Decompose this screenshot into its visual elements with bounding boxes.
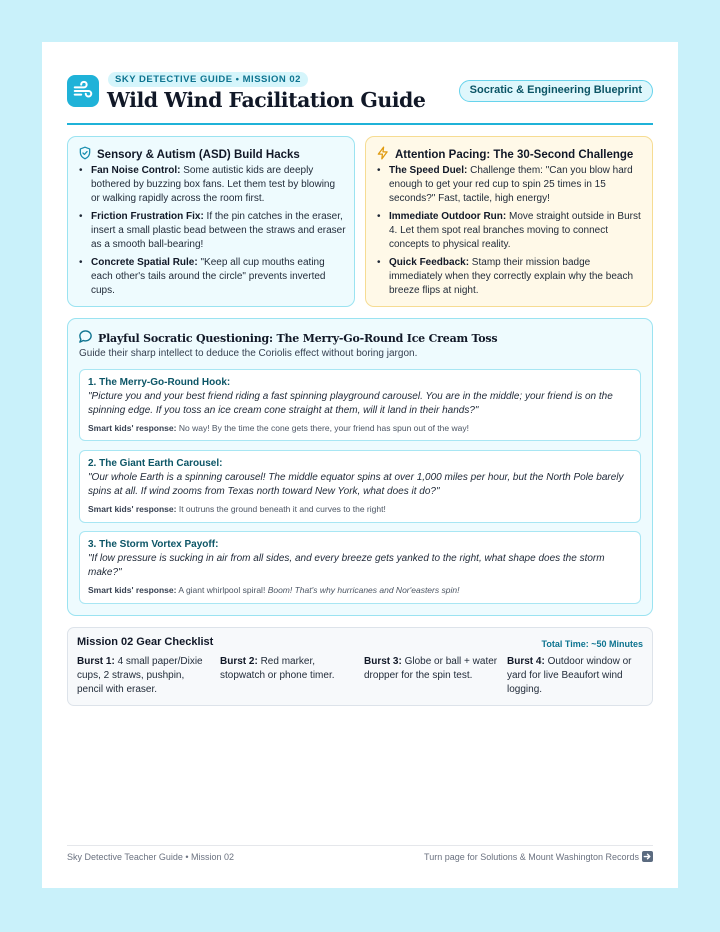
list-item: • Fan Noise Control: Some autistic kids are deeply bothered by buzzing box fans. Let them test by blowing or walking rapidly across the room first. — [78, 164, 346, 206]
total-time: Total Time: ~50 Minutes — [541, 639, 643, 649]
speech-bubble-icon — [78, 329, 98, 347]
list-item: • Concrete Spatial Rule: "Keep all cup mouths eating each other's tails around the circle" prevents inverted cups. — [78, 256, 346, 298]
asd-card-heading — [78, 146, 300, 163]
question-title: 2. The Giant Earth Carousel: — [88, 458, 223, 469]
lightning-icon — [376, 146, 395, 163]
socratic-questioning-section — [67, 318, 653, 616]
kids-response: Smart kids' response: A giant whirlpool spiral! Boom! That's why hurricanes and Nor'easters spin! — [88, 585, 460, 595]
burst-item: Burst 4: Outdoor window or yard for live Beaufort wind logging. — [507, 656, 632, 695]
question-prompt: "Picture you and your best friend riding a fast spinning playground carousel. You are in the middle; your friend is on the spinning edge. If you toss an ice cream cone straight at them, will it land in their hands?" — [88, 391, 613, 416]
footer-divider — [67, 845, 653, 846]
footer-right — [424, 851, 653, 862]
list-item: • Friction Frustration Fix: If the pin catches in the eraser, insert a small plastic bead between the straws and eraser as a smooth ball-bearing! — [78, 210, 346, 252]
page-title: Wild Wind Facilitation Guide — [107, 88, 426, 112]
attention-pacing-card — [365, 136, 653, 307]
question-prompt: "Our whole Earth is a spinning carousel! The middle equator spins at over 1,000 miles per hour, but the North Pole barely spins at all. If wind zooms from Texas north toward New York, what does it do?" — [88, 472, 624, 497]
question-card — [79, 450, 641, 523]
attention-list — [376, 164, 644, 302]
socratic-title: Playful Socratic Questioning: The Merry-Go-Round Ice Cream Toss — [98, 331, 498, 345]
attention-card-title: Attention Pacing: The 30-Second Challenge — [395, 148, 634, 161]
question-title: 1. The Merry-Go-Round Hook: — [88, 377, 231, 388]
socratic-subtitle: Guide their sharp intellect to deduce the Coriolis effect without boring jargon. — [79, 348, 418, 359]
kids-response: Smart kids' response: It outruns the ground beneath it and curves to the right! — [88, 504, 386, 514]
kids-response: Smart kids' response: No way! By the time the cone gets there, your friend has spun out of the way! — [88, 423, 469, 433]
mission-kicker: SKY DETECTIVE GUIDE • MISSION 02 — [108, 72, 308, 87]
footer-left: Sky Detective Teacher Guide • Mission 02 — [67, 852, 235, 862]
question-card — [79, 531, 641, 604]
question-title: 3. The Storm Vortex Payoff: — [88, 539, 219, 550]
list-item: • Immediate Outdoor Run: Move straight outside in Burst 4. Let them spot real branches moving to connect concepts to physical reality. — [376, 210, 644, 252]
list-item: • Quick Feedback: Stamp their mission badge immediately when they correctly explain why the beach breeze flips at night. — [376, 256, 644, 298]
asd-build-hacks-card — [67, 136, 355, 307]
burst-item: Burst 3: Globe or ball + water dropper for the spin test. — [364, 656, 498, 681]
burst-item: Burst 1: 4 small paper/Dixie cups, 2 straws, pushpin, pencil with eraser. — [77, 656, 203, 695]
burst-item: Burst 2: Red marker, stopwatch or phone timer. — [220, 656, 335, 681]
next-page-hint: Turn page for Solutions & Mount Washington Records — [424, 851, 639, 862]
shield-check-icon — [78, 146, 97, 163]
socratic-heading — [78, 329, 497, 347]
asd-card-title: Sensory & Autism (ASD) Build Hacks — [97, 148, 300, 161]
attention-card-heading — [376, 146, 633, 163]
arrow-right-icon — [642, 851, 653, 862]
page-header — [67, 72, 653, 124]
asd-list — [78, 164, 346, 302]
blueprint-badge: Socratic & Engineering Blueprint — [459, 80, 653, 102]
list-item: • The Speed Duel: Challenge them: "Can you blow hard enough to get your red cup to spin 25 times in 15 seconds?" Fast, tactile, high energy! — [376, 164, 644, 206]
question-prompt: "If low pressure is sucking in air from all sides, and every breeze gets yanked to the right, what shape does the storm make?" — [88, 553, 605, 578]
gear-title: Mission 02 Gear Checklist — [77, 636, 214, 648]
header-divider — [67, 123, 653, 125]
guide-page — [42, 42, 678, 888]
wind-icon — [67, 75, 99, 107]
question-card — [79, 369, 641, 441]
gear-checklist — [67, 627, 653, 706]
